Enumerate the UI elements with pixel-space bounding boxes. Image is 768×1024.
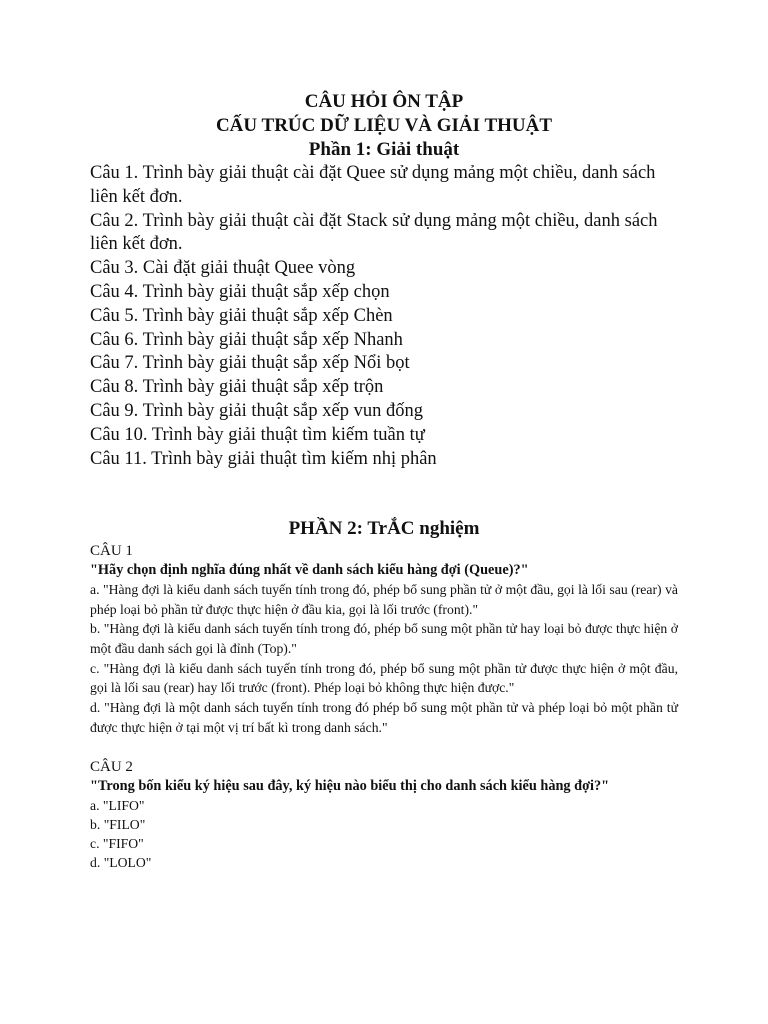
part1-question-6: Câu 6. Trình bày giải thuật sắp xếp Nhanh [90,329,403,350]
answer-option-d: d. "Hàng đợi là một danh sách tuyến tính trong đó phép bổ sung một phần tử và phép loại bỏ một phần tử được thực hiện ở tại một vị trí bất kì trong danh sách." [90,700,678,735]
part1-question-7: Câu 7. Trình bày giải thuật sắp xếp Nổi bọt [90,353,410,374]
answer-option-d: d. "LOLO" [90,854,152,870]
part1-question-2: Câu 2. Trình bày giải thuật cài đặt Stack sử dụng mảng một chiều, danh sách liên kết đơn. [90,210,658,255]
answer-option-b: b. "FILO" [90,816,146,832]
question-label: CÂU 2 [90,759,133,776]
part1-question-list [90,162,678,471]
part1-question-4: Câu 4. Trình bày giải thuật sắp xếp chọn [90,281,390,302]
document-heading: CÂU HỎI ÔN TẬP [304,91,464,112]
part2-heading: PHẦN 2: TrẮC nghiệm [288,518,480,540]
answer-options [90,580,678,738]
answer-option-c: c. "Hàng đợi là kiểu danh sách tuyến tính trong đó, phép bổ sung một phần tử được thực hiện ở một đầu, gọi là lối sau (rear) hay lối trước (front). Phép loại bỏ không thực hiện được." [90,660,678,696]
answer-option-c: c. "FIFO" [90,835,144,851]
part1-question-11: Câu 11. Trình bày giải thuật tìm kiếm nhị phân [90,448,437,469]
answer-options [90,796,678,872]
document-page [90,90,678,872]
part1-question-3: Câu 3. Cài đặt giải thuật Quee vòng [90,258,356,279]
part1-heading: Phần 1: Giải thuật [308,139,460,160]
question-text: "Hãy chọn định nghĩa đúng nhất về danh sách kiểu hàng đợi (Queue)?" [90,562,529,579]
answer-option-b: b. "Hàng đợi là kiểu danh sách tuyến tính trong đó, phép bổ sung một phần tử hay loại bỏ được thực hiện ở một đầu danh sách gọi là đỉnh (Top)." [90,621,678,656]
part1-question-8: Câu 8. Trình bày giải thuật sắp xếp trộn [90,377,384,398]
part1-question-10: Câu 10. Trình bày giải thuật tìm kiếm tuần tự [90,424,425,445]
part1-question-1: Câu 1. Trình bày giải thuật cài đặt Quee sử dụng mảng một chiều, danh sách liên kết đơn. [90,163,656,207]
question-label: CÂU 1 [90,543,133,560]
question-text: "Trong bốn kiểu ký hiệu sau đây, ký hiệu nào biểu thị cho danh sách kiểu hàng đợi?" [90,778,610,795]
part1-question-9: Câu 9. Trình bày giải thuật sắp xếp vun đống [90,400,423,421]
answer-option-a: a. "Hàng đợi là kiểu danh sách tuyến tính trong đó, phép bổ sung phần tử ở một đầu, gọi là lối sau (rear) và phép loại bỏ phần tử được thực hiện ở đầu kia, gọi là lối trước (front)." [90,581,678,617]
part1-question-5: Câu 5. Trình bày giải thuật sắp xếp Chèn [90,305,393,326]
answer-option-a: a. "LIFO" [90,797,145,813]
document-subject: CẤU TRÚC DỮ LIỆU VÀ GIẢI THUẬT [215,115,553,136]
part2-question-2 [90,757,678,872]
part2-question-1 [90,541,678,737]
